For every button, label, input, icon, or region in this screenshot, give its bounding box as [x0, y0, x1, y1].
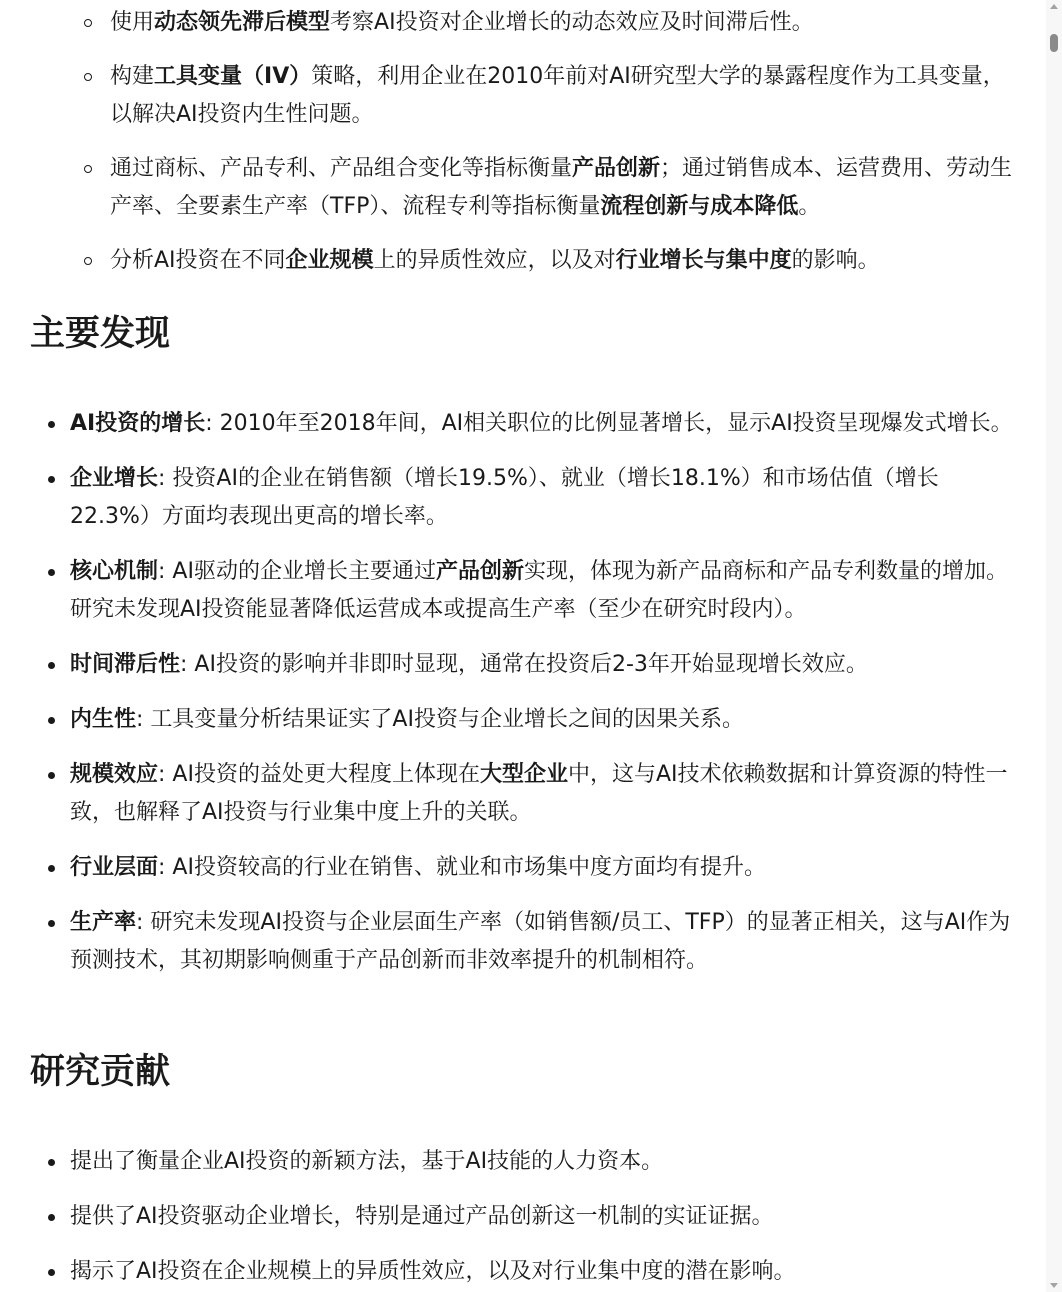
- text-run: : AI投资较高的行业在销售、就业和市场集中度方面均有提升。: [158, 855, 766, 880]
- bold-term: 动态领先滞后模型: [154, 10, 331, 35]
- text-run: 通过商标、产品专利、产品组合变化等指标衡量: [110, 156, 573, 181]
- bold-term: 产品创新: [572, 156, 661, 181]
- vertical-scrollbar[interactable]: [1046, 0, 1062, 1292]
- bullet-icon: [48, 1159, 55, 1166]
- list-item: [48, 646, 1018, 684]
- bold-term: 企业规模: [285, 248, 374, 273]
- bold-term: 大型企业: [479, 762, 568, 787]
- list-item: [48, 1143, 1018, 1181]
- text-run: 揭示了AI投资在企业规模上的异质性效应，以及对行业集中度的潜在影响。: [70, 1259, 796, 1284]
- findings-list: [48, 405, 1018, 997]
- findings-heading: 主要发现: [30, 313, 171, 354]
- hollow-bullet-icon: [84, 73, 92, 81]
- bold-term: 产品创新: [435, 559, 524, 584]
- bold-term: 生产率: [70, 910, 137, 935]
- scroll-down-arrow-icon[interactable]: [1050, 1283, 1058, 1288]
- text-run: 使用: [110, 10, 155, 35]
- text-run: 提供了AI投资驱动企业增长，特别是通过产品创新这一机制的实证证据。: [70, 1204, 774, 1229]
- text-run: 中，这与AI技术依赖数据和计算资源的特性一致，也解释了AI投资与行业集中度上升的关联。: [70, 762, 1008, 825]
- list-item: [48, 756, 1018, 832]
- text-run: ；通过销售成本、运营费用、劳动生产率、全要素生产率（TFP）、流程专利等指标衡量: [110, 156, 1013, 219]
- text-run: : 工具变量分析结果证实了AI投资与企业增长之间的因果关系。: [136, 707, 744, 732]
- method-item: [84, 242, 1024, 280]
- bullet-icon: [48, 421, 55, 428]
- list-item: [48, 405, 1018, 443]
- bold-term: 内生性: [70, 707, 137, 732]
- bullet-icon: [48, 772, 55, 779]
- text-run: 构建: [110, 64, 155, 89]
- list-item: [48, 849, 1018, 887]
- bullet-icon: [48, 920, 55, 927]
- method-item: [84, 58, 1024, 134]
- contributions-heading: 研究贡献: [30, 1051, 171, 1092]
- list-item: [48, 904, 1018, 980]
- bold-term: 行业层面: [70, 855, 159, 880]
- scroll-up-arrow-icon[interactable]: [1050, 4, 1058, 9]
- bullet-icon: [48, 662, 55, 669]
- methods-sublist: [84, 4, 1024, 296]
- text-run: 的影响。: [791, 248, 880, 273]
- bullet-icon: [48, 476, 55, 483]
- bold-term: 工具变量（IV）: [154, 64, 312, 89]
- bold-term: 时间滞后性: [70, 652, 181, 677]
- bold-term: 核心机制: [70, 559, 159, 584]
- text-run: 策略，利用企业在2010年前对AI研究型大学的暴露程度作为工具变量，以解决AI投资内生性问题。: [110, 64, 1005, 127]
- hollow-bullet-icon: [84, 19, 92, 27]
- list-item: [48, 460, 1018, 536]
- text-run: : AI投资的益处更大程度上体现在: [158, 762, 480, 787]
- text-run: 分析AI投资在不同: [110, 248, 286, 273]
- hollow-bullet-icon: [84, 165, 92, 173]
- text-run: 考察AI投资对企业增长的动态效应及时间滞后性。: [330, 10, 814, 35]
- list-item: [48, 1253, 1018, 1291]
- bold-term: 企业增长: [70, 466, 159, 491]
- list-item: [48, 701, 1018, 739]
- text-run: : 投资AI的企业在销售额（增长19.5%）、就业（增长18.1%）和市场估值（增长22.3%）方面均表现出更高的增长率。: [70, 466, 939, 529]
- list-item: [48, 553, 1018, 629]
- text-run: : AI驱动的企业增长主要通过: [158, 559, 436, 584]
- bullet-icon: [48, 865, 55, 872]
- bold-term: AI投资的增长: [70, 411, 206, 436]
- text-run: 实现，体现为新产品商标和产品专利数量的增加。研究未发现AI投资能显著降低运营成本或提高生产率（至少在研究时段内）。: [70, 559, 1008, 622]
- text-run: : 2010年至2018年间，AI相关职位的比例显著增长，显示AI投资呈现爆发式增长。: [205, 411, 1013, 436]
- text-run: : 研究未发现AI投资与企业层面生产率（如销售额/员工、TFP）的显著正相关，这与AI作为预测技术，其初期影响侧重于产品创新而非效率提升的机制相符。: [70, 910, 1011, 973]
- bullet-icon: [48, 1269, 55, 1276]
- contributions-list: [48, 1143, 1018, 1292]
- text-run: : AI投资的影响并非即时显现，通常在投资后2-3年开始显现增长效应。: [180, 652, 868, 677]
- bold-term: 行业增长与集中度: [615, 248, 792, 273]
- bullet-icon: [48, 1214, 55, 1221]
- scroll-thumb[interactable]: [1050, 34, 1058, 52]
- bullet-icon: [48, 717, 55, 724]
- method-item: [84, 150, 1024, 226]
- text-run: 。: [798, 194, 821, 219]
- text-run: 提出了衡量企业AI投资的新颖方法，基于AI技能的人力资本。: [70, 1149, 664, 1174]
- bold-term: 流程创新与成本降低: [600, 194, 799, 219]
- bullet-icon: [48, 569, 55, 576]
- hollow-bullet-icon: [84, 257, 92, 265]
- list-item: [48, 1198, 1018, 1236]
- text-run: 上的异质性效应，以及对: [373, 248, 616, 273]
- method-item: [84, 4, 1024, 42]
- bold-term: 规模效应: [70, 762, 159, 787]
